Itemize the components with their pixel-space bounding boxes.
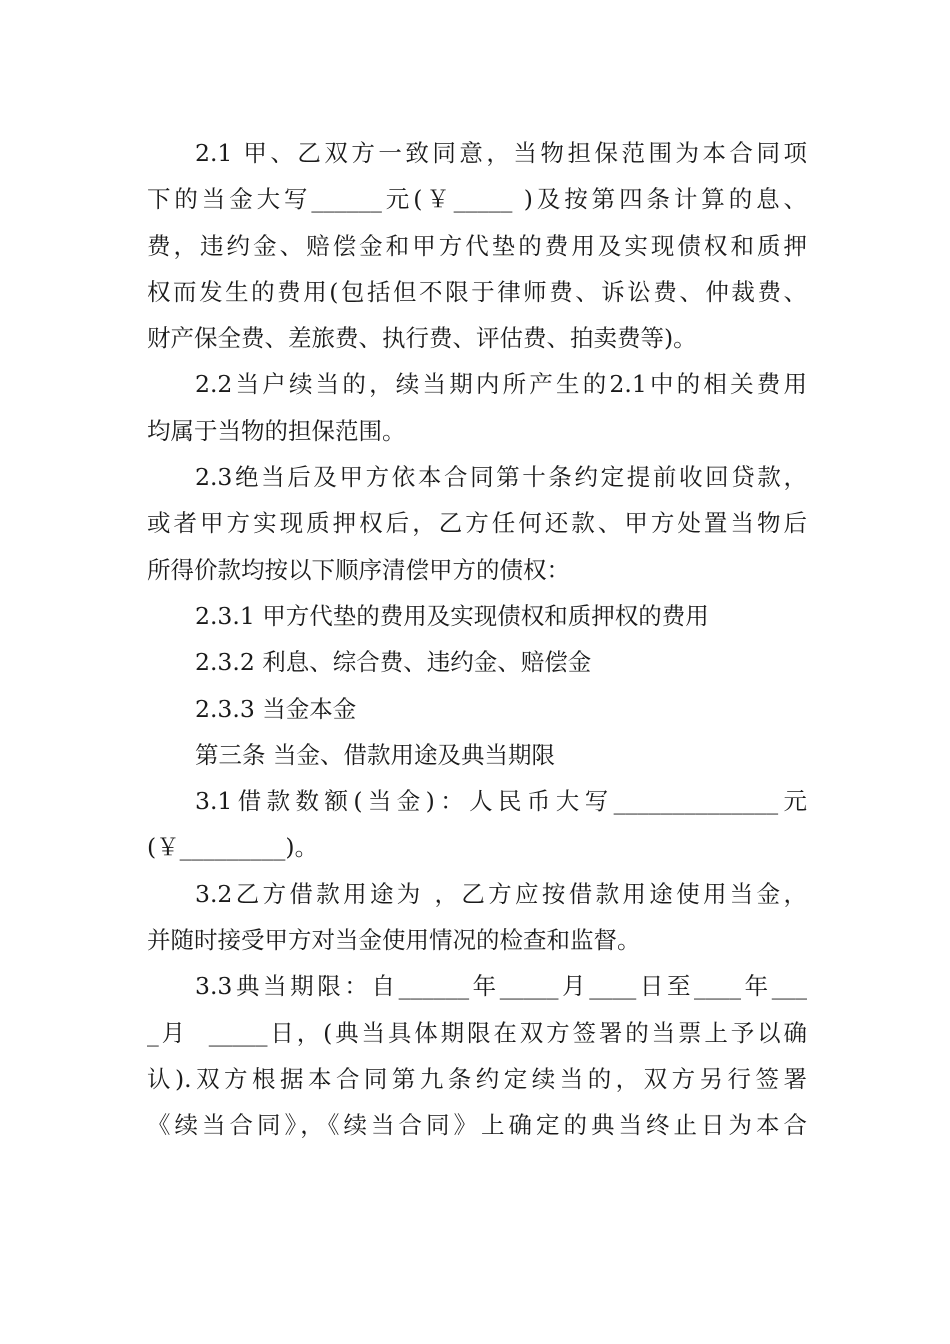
clause-2-3-3: 2.3.3 当金本金 xyxy=(195,694,357,723)
clause-2-3-line-3: 所得价款均按以下顺序清偿甲方的债权： xyxy=(147,555,570,584)
clause-2-1-line-4: 权而发生的费用(包括但不限于律师费、诉讼费、仲裁费、 xyxy=(147,277,807,306)
clause-2-3-2: 2.3.2 利息、综合费、违约金、赔偿金 xyxy=(195,648,592,677)
clause-3-3-line-3: 认).双方根据本合同第九条约定续当的，双方另行签署 xyxy=(147,1064,807,1093)
clause-2-3-line-1: 2.3绝当后及甲方依本合同第十条约定提前收回贷款， xyxy=(195,463,807,492)
clause-2-1-line-2: 下的当金大写______元(￥_____ )及按第四条计算的息、 xyxy=(147,185,807,214)
clause-3-1-line-1: 3.1借款数额(当金)：人民币大写______________元 xyxy=(195,787,807,816)
clause-3-3-line-4: 《续当合同》，《续当合同》上确定的典当终止日为本合 xyxy=(147,1111,807,1140)
clause-2-2-line-2: 均属于当物的担保范围。 xyxy=(147,416,406,445)
clause-3-2-line-2: 并随时接受甲方对当金使用情况的检查和监督。 xyxy=(147,926,641,955)
document-body xyxy=(147,130,807,1149)
clause-2-2-line-1: 2.2当户续当的，续当期内所产生的2.1中的相关费用 xyxy=(195,370,807,399)
article-3-heading: 第三条 当金、借款用途及典当期限 xyxy=(195,740,555,769)
clause-2-1-line-3: 费，违约金、赔偿金和甲方代垫的费用及实现债权和质押 xyxy=(147,231,807,260)
clause-3-3-line-1: 3.3典当期限：自______年_____月____日至____年___ xyxy=(195,972,807,1001)
clause-3-1-line-2: (￥_________)。 xyxy=(147,833,319,862)
clause-2-1-line-5: 财产保全费、差旅费、执行费、评估费、拍卖费等)。 xyxy=(147,324,697,353)
clause-3-2-line-1: 3.2乙方借款用途为 ，乙方应按借款用途使用当金， xyxy=(195,879,807,908)
clause-2-3-1: 2.3.1 甲方代垫的费用及实现债权和质押权的费用 xyxy=(195,601,709,630)
clause-2-1-line-1: 2.1 甲、乙双方一致同意，当物担保范围为本合同项 xyxy=(195,139,807,167)
clause-2-3-line-2: 或者甲方实现质押权后，乙方任何还款、甲方处置当物后 xyxy=(147,509,807,538)
clause-3-3-line-2: _月 _____日，(典当具体期限在双方签署的当票上予以确 xyxy=(147,1018,807,1047)
